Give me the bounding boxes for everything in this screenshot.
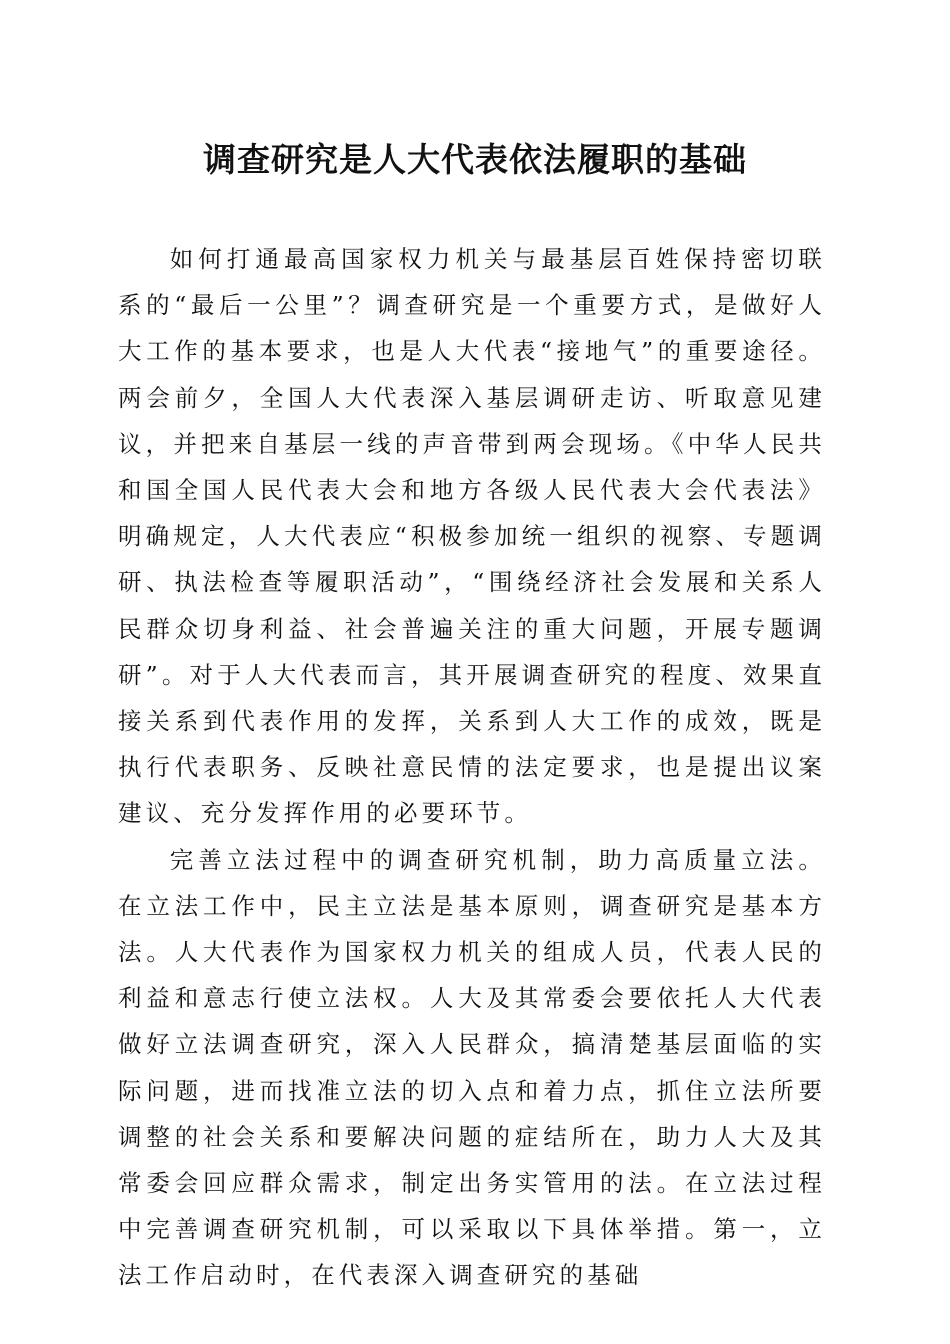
- paragraph-1: 如何打通最高国家权力机关与最基层百姓保持密切联系的“最后一公里”？调查研究是一个重要方式，是做好人大工作的基本要求，也是人大代表“接地气”的重要途径。两会前夕，全国人大代表深入基层调研走访、听取意见建议，并把来自基层一线的声音带到两会现场。《中华人民共和国全国人民代表大会和地方各级人民代表大会代表法》明确规定，人大代表应“积极参加统一组织的视察、专题调研、执法检查等履职活动”，“围绕经济社会发展和关系人民群众切身利益、社会普遍关注的重大问题，开展专题调研”。对于人大代表而言，其开展调查研究的程度、效果直接关系到代表作用的发挥，关系到人大工作的成效，既是执行代表职务、反映社意民情的法定要求，也是提出议案建议、充分发挥作用的必要环节。: [118, 245, 826, 828]
- paragraph-2: 完善立法过程中的调查研究机制，助力高质量立法。在立法工作中，民主立法是基本原则，调查研究是基本方法。人大代表作为国家权力机关的组成人员，代表人民的利益和意志行使立法权。人大及其常委会要依托人大代表做好立法调查研究，深入人民群众，搞清楚基层面临的实际问题，进而找准立法的切入点和着力点，抓住立法所要调整的社会关系和要解决问题的症结所在，助力人大及其常委会回应群众需求，制定出务实管用的法。在立法过程中完善调查研究机制，可以采取以下具体举措。第一，立法工作启动时，在代表深入调查研究的基础: [118, 845, 826, 1290]
- document-title: 调查研究是人大代表依法履职的基础: [203, 140, 747, 179]
- document-body: [118, 236, 826, 1299]
